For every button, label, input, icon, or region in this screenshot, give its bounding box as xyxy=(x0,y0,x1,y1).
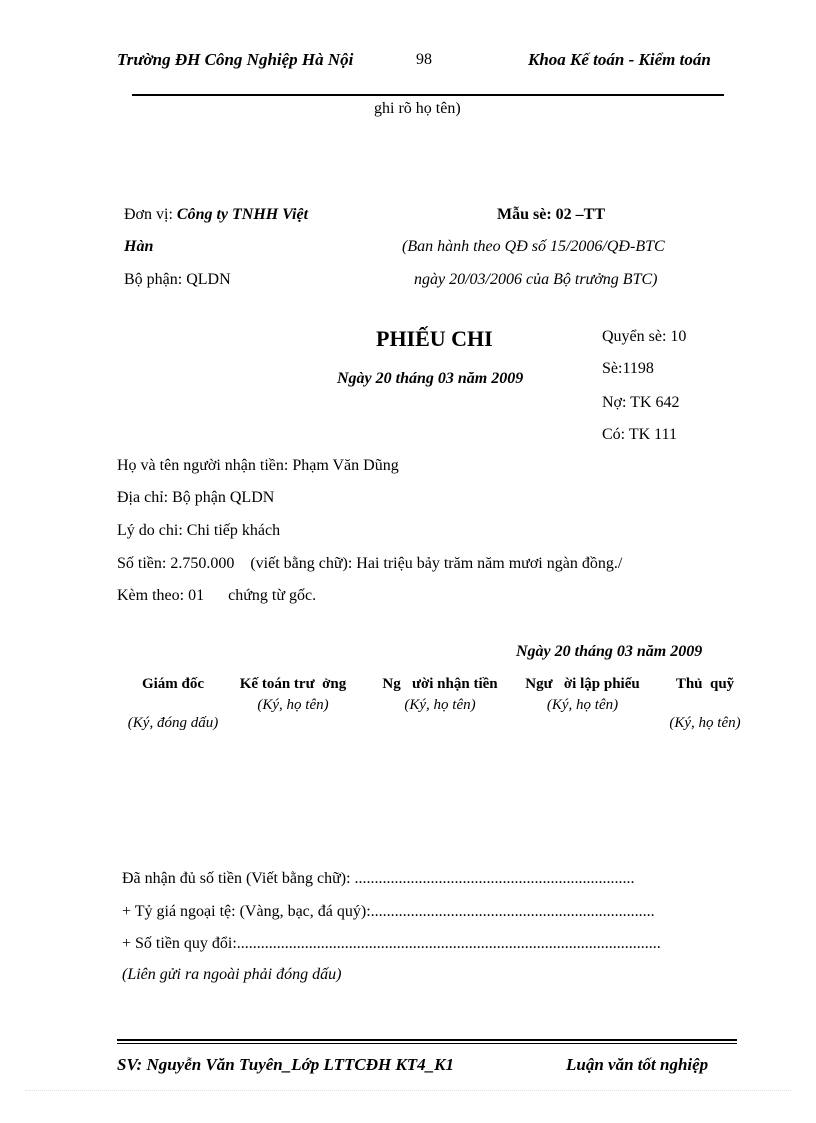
amount-field: Số tiền: 2.750.000 (viết bằng chữ): Hai triệu bảy trăm năm mươi ngàn đồng./ xyxy=(117,555,623,572)
signature-recipient xyxy=(380,675,500,714)
header-school: Trường ĐH Công Nghiệp Hà Nội xyxy=(117,50,354,69)
document-title: PHIẾU CHI xyxy=(376,326,493,351)
signature-director xyxy=(108,675,238,732)
signature-role: Ng ười nhận tiền xyxy=(382,676,498,692)
unit-label: Đơn vị: xyxy=(124,206,177,223)
form-code: Mẫu sè: 02 –TT xyxy=(497,206,605,223)
signature-hint: (Ký, họ tên) xyxy=(669,715,741,731)
header-faculty: Khoa Kế toán - Kiểm toán xyxy=(528,50,711,69)
unit-line xyxy=(124,206,308,224)
signature-role: Thủ quỹ xyxy=(675,676,735,692)
reason-field: Lý do chi: Chi tiếp khách xyxy=(117,522,281,539)
received-amount-line: Đã nhận đủ số tiền (Viết bằng chữ): ...................................................................... xyxy=(122,870,635,887)
signature-role: Kế toán trư ởng xyxy=(239,676,347,692)
signature-chief-accountant xyxy=(238,675,348,714)
signature-preparer xyxy=(525,675,640,714)
document-date: Ngày 20 tháng 03 năm 2009 xyxy=(337,370,524,387)
form-issued-line1: (Ban hành theo QĐ số 15/2006/QĐ-BTC xyxy=(402,238,665,255)
header-rule xyxy=(132,94,724,96)
recipient-field: Họ và tên người nhận tiền: Phạm Văn Dũng xyxy=(117,457,399,474)
signature-date: Ngày 20 tháng 03 năm 2009 xyxy=(516,643,703,660)
page-edge-divider xyxy=(25,1090,791,1091)
converted-amount-line: + Số tiền quy đổi:.......................................................................................................... xyxy=(122,935,661,952)
department: Bộ phận: QLDN xyxy=(124,271,231,288)
signature-hint: (Ký, họ tên) xyxy=(404,697,476,713)
stamp-note: (Liên gửi ra ngoài phải đóng dấu) xyxy=(122,966,342,983)
signature-role: Giám đốc xyxy=(141,676,205,692)
book-number: Quyển sè: 10 xyxy=(602,328,687,345)
signature-role: Ngư ời lập phiếu xyxy=(525,676,640,692)
unit-name-continued: Hàn xyxy=(124,238,154,255)
signature-hint: (Ký, đóng dấu) xyxy=(127,715,219,731)
page-number: 98 xyxy=(416,51,432,68)
debit-account: Nợ: TK 642 xyxy=(602,394,680,411)
attached-field: Kèm theo: 01 chứng từ gốc. xyxy=(117,587,317,604)
signature-hint: (Ký, họ tên) xyxy=(257,697,329,713)
signature-hint: (Ký, họ tên) xyxy=(546,697,619,713)
footer-rule-top xyxy=(117,1039,737,1041)
voucher-number: Sè:1198 xyxy=(602,360,654,377)
address-field: Địa chỉ: Bộ phận QLDN xyxy=(117,489,275,506)
footer-student: SV: Nguyễn Văn Tuyên_Lớp LTTCĐH KT4_K1 xyxy=(117,1055,455,1074)
exchange-rate-line: + Tỷ giá ngoại tệ: (Vàng, bạc, đá quý):....................................................................... xyxy=(122,903,655,920)
footer-rule-bottom xyxy=(117,1043,737,1044)
continuation-text: ghi rõ họ tên) xyxy=(374,100,461,117)
credit-account: Có: TK 111 xyxy=(602,426,677,443)
unit-name: Công ty TNHH Việt xyxy=(176,206,309,223)
signature-cashier xyxy=(645,675,765,732)
form-issued-line2: ngày 20/03/2006 của Bộ trưởng BTC) xyxy=(414,271,658,288)
footer-thesis: Luận văn tốt nghiệp xyxy=(566,1055,709,1074)
